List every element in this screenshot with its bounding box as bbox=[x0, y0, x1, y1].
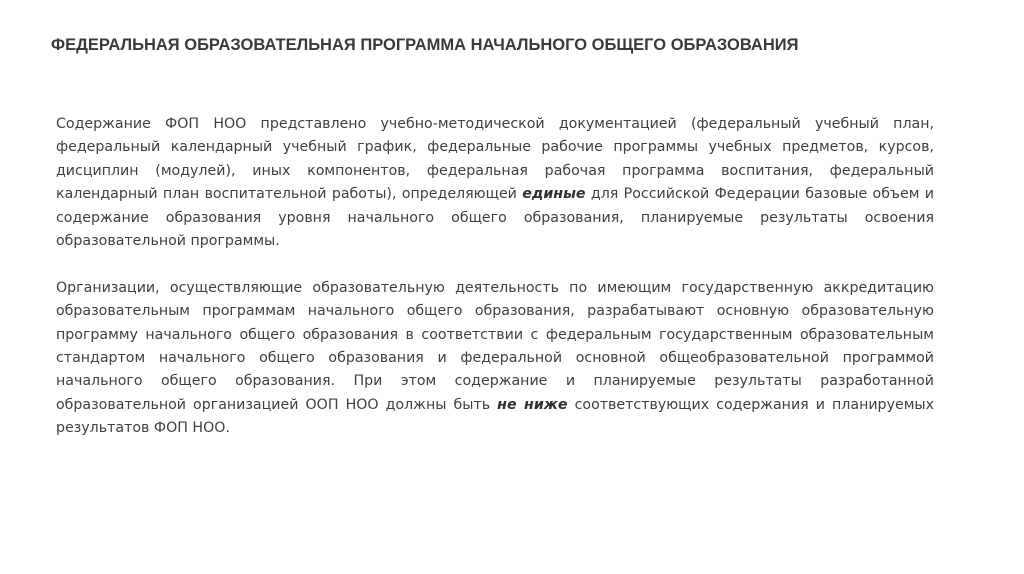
paragraph-text: соответствующих содержания и планируемых результатов ФОП НОО. bbox=[56, 396, 934, 437]
paragraph-text: Содержание ФОП НОО представлено учебно-методической документацией (федеральный учебный план, федеральный календарный учебный график, федеральные рабочие программы учебных предметов, курсов, дисциплин (модулей), иных компонентов, федеральная рабочая программа воспитания, федеральный календарный план воспитательной работы), определяющей bbox=[56, 116, 934, 203]
paragraph-fop-content bbox=[56, 113, 934, 253]
paragraph-text: Организации, осуществляющие образовательную деятельность по имеющим государственную аккредитацию образовательным программам начального общего образования, разрабатывают основную образовательную программу начального общего образования в соответствии с федеральным государственным образовательным стандартом начального общего образования и федеральной основной общеобразовательной программой начального общего образования. При этом содержание и планируемые результаты разработанной образовательной организацией ООП НОО должны быть bbox=[56, 279, 934, 413]
emphasis-text: единые bbox=[522, 186, 586, 203]
emphasis-text: не ниже bbox=[497, 396, 568, 413]
paragraph-text: для Российской Федерации базовые объем и содержание образования уровня начального общего образования, планируемые результаты освоения образовательной программы. bbox=[56, 186, 934, 250]
slide-body bbox=[56, 113, 934, 464]
slide-title: ФЕДЕРАЛЬНАЯ ОБРАЗОВАТЕЛЬНАЯ ПРОГРАММА НАЧАЛЬНОГО ОБЩЕГО ОБРАЗОВАНИЯ bbox=[51, 36, 799, 54]
paragraph-organizations bbox=[56, 277, 934, 441]
